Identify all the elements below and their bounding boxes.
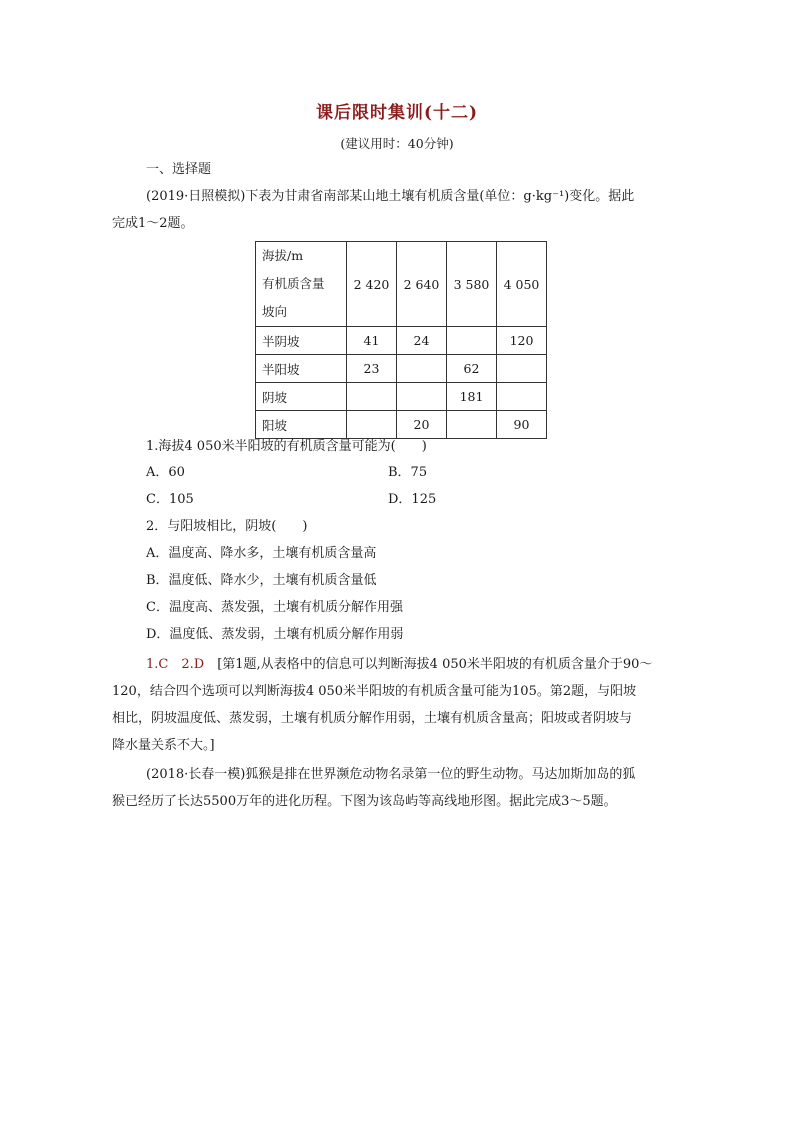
table-row (256, 327, 547, 355)
intro-text-1: (2019·日照模拟)下表为甘肃省南部某山地土壤有机质含量(单位：g·kg⁻¹)变化。据此 (146, 189, 635, 204)
q2-option-c: C．温度高、蒸发强，土壤有机质分解作用强 (146, 600, 403, 615)
value-cell: 20 (397, 411, 447, 439)
page-title: 课后限时集训(十二) (315, 103, 479, 123)
answer-key: 1.C 2.D (146, 657, 205, 672)
row-label: 阳坡 (256, 411, 347, 439)
question-1-stem: 1.海拔4 050米半阳坡的有机质含量可能为( ) (146, 439, 427, 454)
altitude-cell: 3 580 (447, 242, 497, 327)
table-row (256, 355, 547, 383)
section-heading: 一、选择题 (146, 162, 212, 177)
value-cell (497, 355, 547, 383)
table-row (256, 383, 547, 411)
value-cell: 62 (447, 355, 497, 383)
row-label: 半阴坡 (256, 327, 347, 355)
header-slope: 坡向 (262, 304, 288, 319)
question-2-stem: 2．与阳坡相比，阴坡( ) (146, 519, 308, 534)
altitude-cell: 2 640 (397, 242, 447, 327)
q2-option-b: B．温度低、降水少，土壤有机质含量低 (146, 573, 377, 588)
value-cell: 120 (497, 327, 547, 355)
q2-option-a: A．温度高、降水多，土壤有机质含量高 (146, 546, 377, 561)
value-cell (397, 383, 447, 411)
altitude-cell: 2 420 (347, 242, 397, 327)
value-cell: 23 (347, 355, 397, 383)
header-organic: 有机质含量 (262, 276, 325, 291)
answer-line-3: 相比，阴坡温度低、蒸发弱，土壤有机质分解作用弱，土壤有机质含量高；阳坡或者阴坡与 (112, 711, 633, 726)
intro-text-2b: 猴已经历了长达5500万年的进化历程。下图为该岛屿等高线地形图。据此完成3～5题。 (112, 794, 617, 809)
value-cell (497, 383, 547, 411)
value-cell: 90 (497, 411, 547, 439)
q1-option-a: A．60 (146, 465, 185, 480)
value-cell (347, 411, 397, 439)
value-cell (447, 411, 497, 439)
q2-option-d: D．温度低、蒸发弱，土壤有机质分解作用弱 (146, 627, 404, 642)
table-header-cell (256, 242, 347, 327)
row-label: 阴坡 (256, 383, 347, 411)
intro-text-1b: 完成1～2题。 (112, 216, 194, 231)
value-cell: 181 (447, 383, 497, 411)
q1-option-b: B．75 (388, 465, 428, 480)
q1-option-c: C．105 (146, 492, 194, 507)
table-row (256, 411, 547, 439)
q1-option-d: D．125 (388, 492, 437, 507)
altitude-cell: 4 050 (497, 242, 547, 327)
value-cell: 24 (397, 327, 447, 355)
answer-line-1 (146, 655, 726, 675)
header-altitude: 海拔/m (262, 248, 304, 263)
page-subtitle: (建议用时：40分钟) (340, 136, 454, 151)
row-label: 半阳坡 (256, 355, 347, 383)
value-cell (447, 327, 497, 355)
soil-organic-matter-table (255, 241, 547, 439)
value-cell (347, 383, 397, 411)
answer-explanation-1: [第1题,从表格中的信息可以判断海拔4 050米半阳坡的有机质含量介于90～ (204, 657, 653, 672)
intro-text-2: (2018·长春一模)狐猴是排在世界濒危动物名录第一位的野生动物。马达加斯加岛的狐 (146, 767, 636, 782)
answer-line-2: 120，结合四个选项可以判断海拔4 050米半阳坡的有机质含量可能为105。第2题，与阳坡 (112, 684, 637, 699)
value-cell: 41 (347, 327, 397, 355)
answer-line-4: 降水量关系不大。] (112, 738, 215, 753)
value-cell (397, 355, 447, 383)
